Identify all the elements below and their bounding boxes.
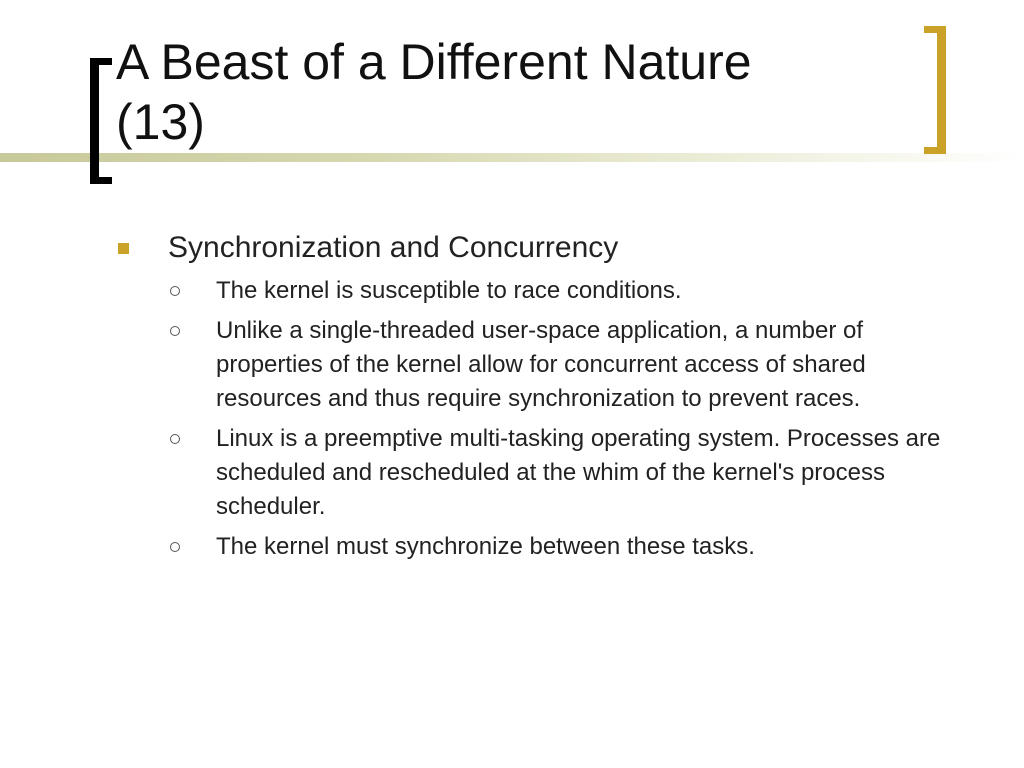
title-line-1: A Beast of a Different Nature [116,34,752,90]
title-divider [0,153,1024,162]
ring-bullet-icon [170,326,180,336]
ring-bullet-icon [170,286,180,296]
title-line-2: (13) [116,94,205,150]
sub-bullet-item [116,314,976,416]
sub-bullet-text: The kernel is susceptible to race conditions. [216,277,682,304]
ring-bullet-icon [170,434,180,444]
sub-bullet-item [116,530,976,564]
ring-bullet-icon [170,542,180,552]
bullet-text: Synchronization and Concurrency [168,231,619,264]
bullet-item [116,228,976,268]
slide-content [116,228,976,570]
sub-bullet-item [116,274,976,308]
sub-bullet-list [116,274,976,564]
sub-bullet-text: The kernel must synchronize between these tasks. [216,533,755,560]
square-bullet-icon [118,243,129,254]
right-bracket-decoration [924,26,946,154]
sub-bullet-text: Unlike a single-threaded user-space application, a number of properties of the kernel allow for concurrent access of shared resources and thus require synchronization to prevent races. [216,317,866,412]
sub-bullet-text: Linux is a preemptive multi-tasking operating system. Processes are scheduled and rescheduled at the whim of the kernel's process scheduler. [216,425,941,520]
sub-bullet-item [116,422,976,524]
slide-title [116,32,916,152]
left-bracket-decoration [90,58,112,184]
